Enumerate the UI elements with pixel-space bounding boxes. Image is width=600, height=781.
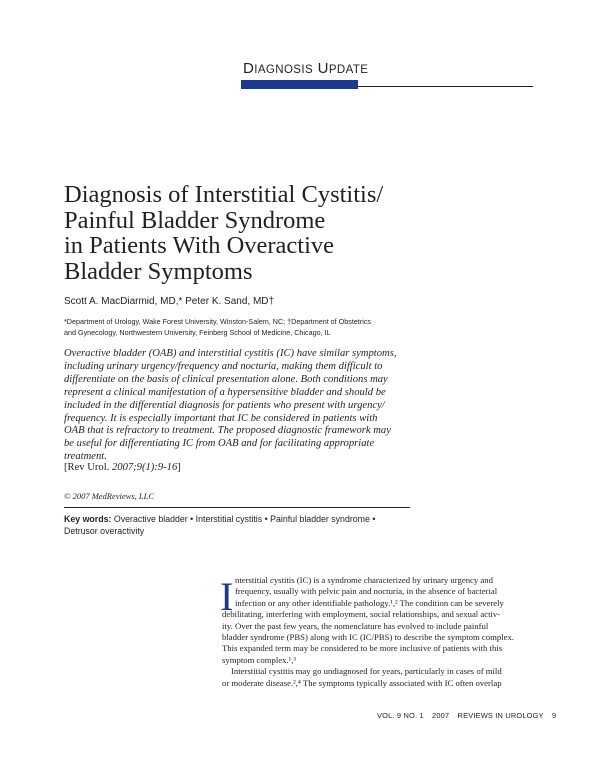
- drop-cap: I: [220, 574, 234, 619]
- footer-journal: REVIEWS IN UROLOGY: [457, 711, 544, 720]
- abstract-line: including urinary urgency/frequency and nocturia, making them difficult to: [64, 360, 383, 372]
- keywords-label: Key words:: [64, 514, 112, 524]
- page-number: 9: [551, 711, 557, 720]
- title-line: Bladder Symptoms: [64, 257, 253, 285]
- affiliation-line: and Gynecology, Northwestern University, Feinberg School of Medicine, Chicago, IL: [64, 327, 331, 337]
- section-label: [243, 60, 368, 77]
- body-line: ity. Over the past few years, the nomenclature has evolved to include painful: [222, 620, 489, 631]
- citation-prefix: [Rev Urol.: [64, 462, 110, 473]
- citation: [64, 462, 181, 473]
- body-line: Interstitial cystitis may go undiagnosed for years, particularly in cases of mild: [231, 666, 502, 677]
- keywords-rule: [64, 507, 410, 508]
- body-line: symptom complex.¹,³: [222, 654, 296, 665]
- abstract-line: differentiate on the basis of clinical presentation alone. Both conditions may: [64, 373, 388, 385]
- body-line: nterstitial cystitis (IC) is a syndrome characterized by urinary urgency and: [235, 575, 493, 585]
- article-title: [64, 182, 464, 284]
- citation-suffix: ]: [177, 462, 181, 473]
- keywords: [64, 514, 410, 537]
- section-label-part: IAGNOSIS: [254, 64, 314, 76]
- body-line: debilitating, interfering with employment, social relationships, and sexual activ-: [222, 609, 501, 620]
- abstract-line: be useful for differentiating IC from OAB and for facilitating appropriate: [64, 438, 375, 450]
- section-label-part: D: [243, 60, 255, 77]
- footer-volume: VOL. 9 NO. 1: [377, 711, 424, 720]
- abstract: [64, 348, 440, 464]
- section-label-part: PDATE: [328, 64, 369, 76]
- title-line: in Patients With Overactive: [64, 232, 335, 259]
- abstract-line: frequency. It is especially important that IC be considered in patients with: [64, 412, 378, 424]
- keywords-line: [64, 514, 410, 526]
- keywords-list: Overactive bladder • Interstitial cystitis • Painful bladder syndrome •: [113, 514, 376, 524]
- title-line: Painful Bladder Syndrome: [64, 206, 326, 234]
- body-line: This expanded term may be considered to be more inclusive of patients with this: [222, 643, 503, 654]
- body-line: bladder syndrome (PBS) along with IC (IC/PBS) to describe the symptom complex.: [222, 632, 514, 643]
- page-footer: [377, 711, 556, 720]
- affiliation-line: *Department of Urology, Wake Forest University, Winston-Salem, NC; †Department of Obstetrics: [64, 317, 372, 326]
- section-label-part: U: [317, 60, 329, 77]
- keywords-list: Detrusor overactivity: [64, 525, 145, 536]
- abstract-line: treatment.: [64, 451, 107, 463]
- abstract-line: Overactive bladder (OAB) and interstitial cystitis (IC) have similar symptoms,: [64, 348, 397, 359]
- affiliations: [64, 317, 404, 338]
- citation-ref: 2007;9(1):9-16: [111, 462, 178, 473]
- abstract-line: OAB that is refractory to treatment. The proposed diagnostic framework may: [64, 425, 391, 437]
- copyright: © 2007 MedReviews, LLC: [64, 491, 155, 501]
- abstract-line: represent a clinical manifestation of a hypersensitive bladder and should be: [64, 386, 386, 398]
- authors: Scott A. MacDiarmid, MD,* Peter K. Sand, MD†: [64, 296, 275, 307]
- body-line: frequency, usually with pelvic pain and nocturia, in the absence of bacterial: [235, 586, 498, 597]
- title-line: Diagnosis of Interstitial Cystitis/: [64, 181, 384, 208]
- body-text: [222, 575, 534, 689]
- body-line: infection or any other identifiable pathology.¹,² The condition can be severely: [235, 597, 504, 608]
- body-line: or moderate disease.²,⁴ The symptoms typically associated with IC often overlap: [222, 677, 502, 688]
- abstract-line: included in the differential diagnosis for patients who present with urgency/: [64, 399, 385, 411]
- footer-year: 2007: [432, 711, 450, 720]
- header-accent-bar: [241, 80, 358, 89]
